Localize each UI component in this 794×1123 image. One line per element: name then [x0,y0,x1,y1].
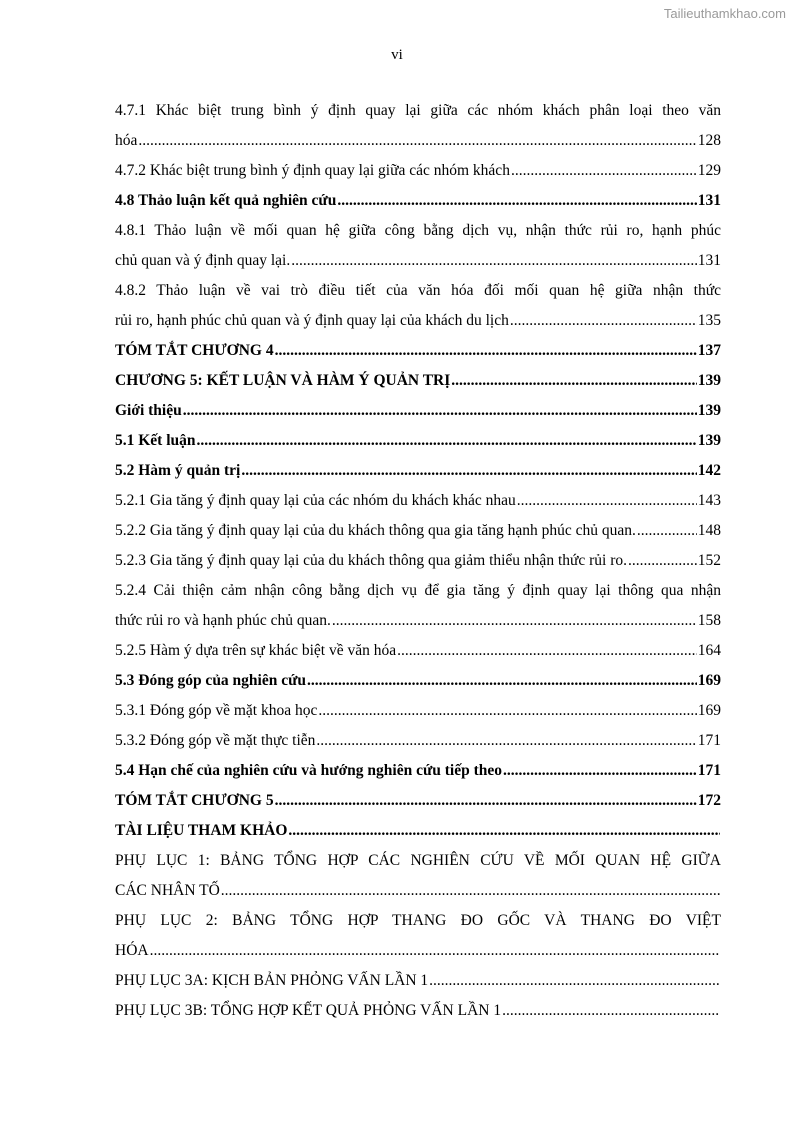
dot-leader [337,186,696,216]
dot-leader [221,876,720,906]
toc-entry-line [115,936,721,966]
toc-entry[interactable] [115,546,721,576]
toc-entry-line [115,876,721,906]
toc-entry-line [115,306,721,336]
dot-leader [332,606,697,636]
toc-entry-lead: 4.7.1 Khác biệt trung bình ý định quay lại giữa các nhóm khách phân loại theo văn [115,102,721,119]
toc-entry[interactable] [115,396,721,426]
toc-entry[interactable] [115,156,721,186]
toc-entry[interactable] [115,906,721,966]
toc-entry-line [115,546,721,576]
toc-entry-page: 129 [697,162,721,179]
toc-entry-page: 171 [697,732,721,749]
toc-entry-line [115,726,721,756]
toc-entry[interactable] [115,816,721,846]
toc-entry-title: TÓM TẮT CHƯƠNG 4 [115,342,274,359]
toc-entry-title: 5.2.3 Gia tăng ý định quay lại của du khách thông qua giảm thiểu nhận thức rủi ro. [115,552,628,569]
toc-entry-title: 5.2.2 Gia tăng ý định quay lại của du khách thông qua gia tăng hạnh phúc chủ quan. [115,522,636,539]
toc-entry[interactable] [115,336,721,366]
dot-leader [197,426,697,456]
toc-entry-title: TÓM TẮT CHƯƠNG 5 [115,792,274,809]
toc-entry[interactable] [115,786,721,816]
toc-entry[interactable] [115,276,721,336]
toc-entry[interactable] [115,186,721,216]
toc-entry-page: 148 [697,522,721,539]
toc-entry-page: 158 [697,612,721,629]
toc-entry-line [115,336,721,366]
toc-entry-page: 131 [697,192,721,209]
toc-entry-line [115,816,721,846]
toc-entry-title: Giới thiệu [115,402,182,419]
dot-leader [517,486,697,516]
toc-entry[interactable] [115,426,721,456]
toc-entry-page: 139 [697,432,721,449]
dot-leader [275,336,697,366]
toc-entry-line [115,696,721,726]
toc-entry-line [115,606,721,636]
dot-leader [503,756,697,786]
toc-entry-title: thức rủi ro và hạnh phúc chủ quan. [115,612,331,629]
dot-leader [451,366,696,396]
toc-entry-line [115,486,721,516]
toc-entry-page: 169 [697,672,721,689]
dot-leader [183,396,697,426]
toc-entry-page: .152 [693,552,721,569]
toc-entry-page: 128 [697,132,721,149]
toc-entry-lead: PHỤ LỤC 1: BẢNG TỔNG HỢP CÁC NGHIÊN CỨU VỀ MỐI QUAN HỆ GIỮA [115,852,721,869]
toc-entry-lead: 4.8.1 Thảo luận về mối quan hệ giữa công bằng dịch vụ, nhận thức rủi ro, hạnh phúc [115,222,721,239]
toc-entry-title: chủ quan và ý định quay lại. [115,252,291,269]
toc-entry-title: 4.7.2 Khác biệt trung bình ý định quay lại giữa các nhóm khách [115,162,510,179]
toc-entry-title: 5.3 Đóng góp của nghiên cứu [115,672,307,689]
toc-entry-page: 135 [697,312,721,329]
toc-entry-page: 171 [697,762,721,779]
toc-entry-page: 139 [697,372,721,389]
toc-entry-title: 5.2.5 Hàm ý dựa trên sự khác biệt về văn hóa [115,642,397,659]
toc-entry-title: hóa [115,132,138,149]
toc-entry-lead: 5.2.4 Cải thiện cảm nhận công bằng dịch vụ để gia tăng ý định quay lại thông qua nhận [115,582,721,599]
toc-entry-page: 169 [697,702,721,719]
toc-entry-line [115,636,721,666]
toc-entry[interactable] [115,726,721,756]
toc-entry-title: 5.3.2 Đóng góp về mặt thực tiễn [115,732,316,749]
toc-entry-title: rủi ro, hạnh phúc chủ quan và ý định quay lại của khách du lịch [115,312,509,329]
toc-entry[interactable] [115,486,721,516]
toc-entry-line [115,786,721,816]
toc-entry-line [115,426,721,456]
toc-entry-title: 5.2 Hàm ý quản trị [115,462,241,479]
dot-leader [288,816,720,846]
dot-leader [291,246,697,276]
toc-entry-title: 4.8 Thảo luận kết quả nghiên cứu [115,192,337,209]
toc-entry[interactable] [115,846,721,906]
dot-leader [318,696,696,726]
dot-leader [511,156,697,186]
toc-entry-page: 172 [697,792,721,809]
toc-entry-title: 5.2.1 Gia tăng ý định quay lại của các nhóm du khách khác nhau [115,492,516,509]
toc-entry-line [115,186,721,216]
toc-entry[interactable] [115,996,721,1026]
toc-entry-line [115,156,721,186]
dot-leader [502,996,720,1026]
dot-leader [307,666,697,696]
toc-entry[interactable] [115,966,721,996]
toc-entry[interactable] [115,576,721,636]
dot-leader [138,126,696,156]
toc-entry-line [115,126,721,156]
toc-entry-line [115,756,721,786]
toc-entry-line [115,666,721,696]
page-number: vi [391,47,403,63]
table-of-contents [115,96,721,1026]
toc-entry-page: 131 [697,252,721,269]
dot-leader [316,726,696,756]
toc-entry[interactable] [115,96,721,156]
toc-entry[interactable] [115,696,721,726]
toc-entry[interactable] [115,366,721,396]
toc-entry-title: PHỤ LỤC 3B: TỔNG HỢP KẾT QUẢ PHỎNG VẤN LẦN 1 [115,1002,502,1019]
toc-entry-line [115,396,721,426]
toc-entry-page: 143 [697,492,721,509]
toc-entry-title: CHƯƠNG 5: KẾT LUẬN VÀ HÀM Ý QUẢN TRỊ [115,372,451,389]
toc-entry[interactable] [115,666,721,696]
toc-entry[interactable] [115,216,721,276]
dot-leader [150,936,720,966]
dot-leader [397,636,697,666]
toc-entry[interactable] [115,756,721,786]
dot-leader [275,786,697,816]
toc-entry-page: 139 [697,402,721,419]
dot-leader [510,306,697,336]
dot-leader [429,966,720,996]
toc-entry-line [115,516,721,546]
watermark: Tailieuthamkhao.com [663,6,786,21]
toc-entry-title: 5.1 Kết luận [115,432,196,449]
toc-entry-page: 137 [697,342,721,359]
toc-entry[interactable] [115,636,721,666]
toc-entry-title: TÀI LIỆU THAM KHẢO [115,822,288,839]
dot-leader [241,456,696,486]
dot-leader [628,546,693,576]
toc-entry-lead: PHỤ LỤC 2: BẢNG TỔNG HỢP THANG ĐO GỐC VÀ THANG ĐO VIỆT [115,912,721,929]
toc-entry-page: 164 [697,642,721,659]
toc-entry-title: CÁC NHÂN TỐ [115,882,220,899]
toc-entry-line [115,456,721,486]
toc-entry-title: HÓA [115,942,149,959]
toc-entry-title: 5.4 Hạn chế của nghiên cứu và hướng nghiên cứu tiếp theo [115,762,503,779]
dot-leader [637,516,697,546]
toc-entry[interactable] [115,456,721,486]
toc-entry-lead: 4.8.2 Thảo luận về vai trò điều tiết của văn hóa đối mối quan hệ giữa nhận thức [115,282,721,299]
toc-entry-line [115,366,721,396]
toc-entry-line [115,996,721,1026]
toc-entry[interactable] [115,516,721,546]
toc-entry-title: PHỤ LỤC 3A: KỊCH BẢN PHỎNG VẤN LẦN 1 [115,972,429,989]
toc-entry-line [115,966,721,996]
toc-entry-title: 5.3.1 Đóng góp về mặt khoa học [115,702,318,719]
toc-entry-line [115,246,721,276]
toc-entry-page: 142 [697,462,721,479]
